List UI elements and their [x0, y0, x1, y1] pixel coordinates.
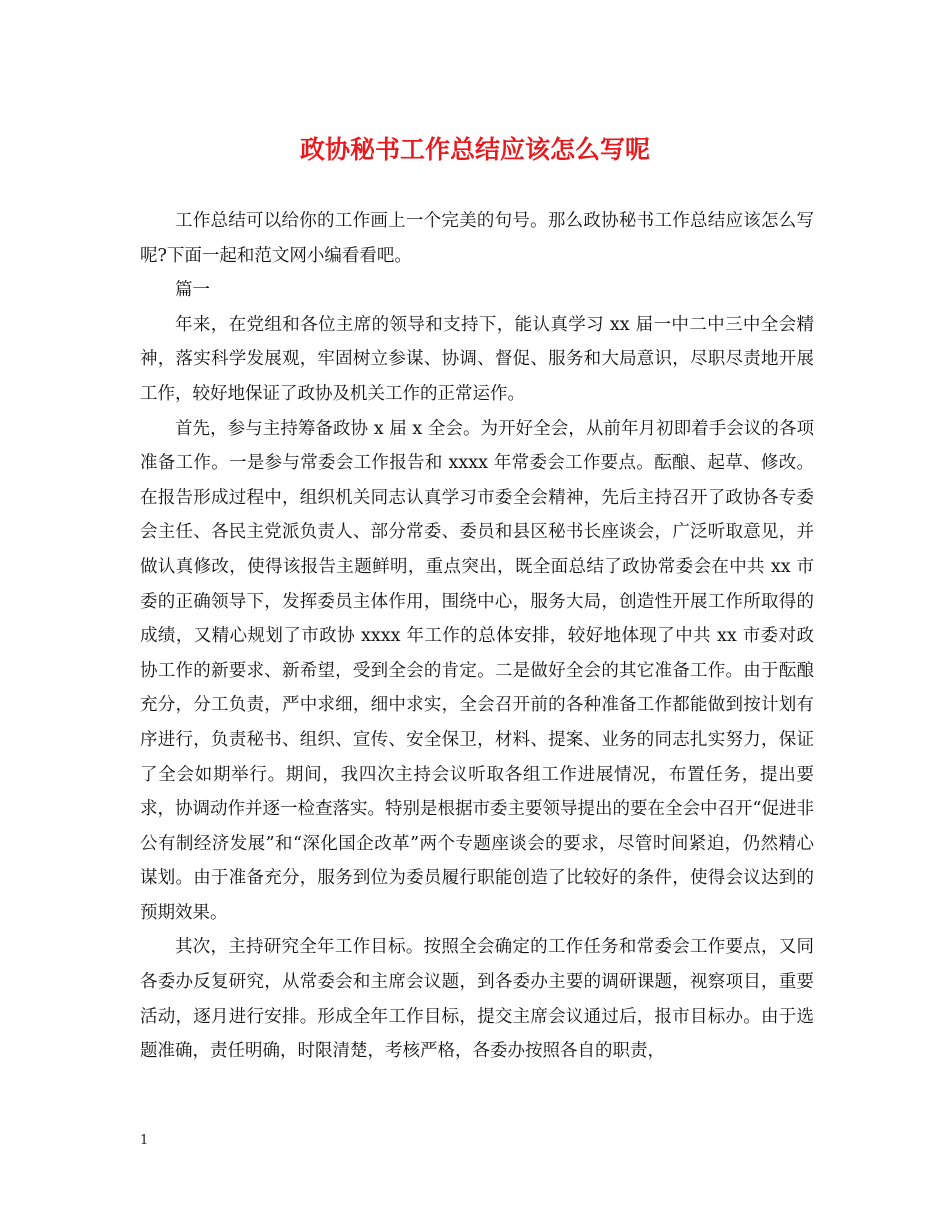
page-number: 1 [140, 1133, 149, 1148]
document-body [140, 204, 814, 1069]
body-paragraph: 其次，主持研究全年工作目标。按照全会确定的工作任务和常委会工作要点，又同各委办反复研究，从常委会和主席会议题，到各委办主要的调研课题，视察项目，重要活动，逐月进行安排。形成全年工作目标，提交主席会议通过后，报市目标办。由于选题准确，责任明确，时限清楚，考核严格，各委办按照各自的职责， [140, 937, 814, 1062]
page-title: 政协秘书工作总结应该怎么写呢 [299, 135, 650, 164]
body-paragraph: 年来，在党组和各位主席的领导和支持下，能认真学习 xx 届一中二中三中全会精神，落实科学发展观，牢固树立参谋、协调、督促、服务和大局意识，尽职尽责地开展工作，较好地保证了政协及机关工作的正常运作。 [140, 314, 814, 404]
intro-paragraph: 工作总结可以给你的工作画上一个完美的句号。那么政协秘书工作总结应该怎么写呢?下面一起和范文网小编看看吧。 [140, 211, 814, 266]
section-heading: 篇一 [175, 280, 210, 301]
body-paragraph: 首先，参与主持筹备政协 x 届 x 全会。为开好全会，从前年月初即着手会议的各项准备工作。一是参与常委会工作报告和 xxxx 年常委会工作要点。酝酿、起草、修改。在报告形成过程中，组织机关同志认真学习市委全会精神，先后主持召开了政协各专委会主任、各民主党派负责人、部分常委、委员和县区秘书长座谈会，广泛听取意见，并做认真修改，使得该报告主题鲜明，重点突出，既全面总结了政协常委会在中共 xx 市委的正确领导下，发挥委员主体作用，围绕中心，服务大局，创造性开展工作所取得的成绩，又精心规划了市政协 xxxx 年工作的总体安排，较好地体现了中共 xx 市委对政协工作的新要求、新希望，受到全会的肯定。二是做好全会的其它准备工作。由于酝酿充分，分工负责，严中求细，细中求实，全会召开前的各种准备工作都能做到按计划有序进行，负责秘书、组织、宣传、安全保卫，材料、提案、业务的同志扎实努力，保证了全会如期举行。期间，我四次主持会议听取各组工作进展情况，布置任务，提出要求，协调动作并逐一检查落实。特别是根据市委主要领导提出的要在全会中召开“促进非公有制经济发展”和“深化国企改革”两个专题座谈会的要求，尽管时间紧迫，仍然精心谋划。由于准备充分，服务到位为委员履行职能创造了比较好的条件，使得会议达到的预期效果。 [140, 418, 814, 923]
